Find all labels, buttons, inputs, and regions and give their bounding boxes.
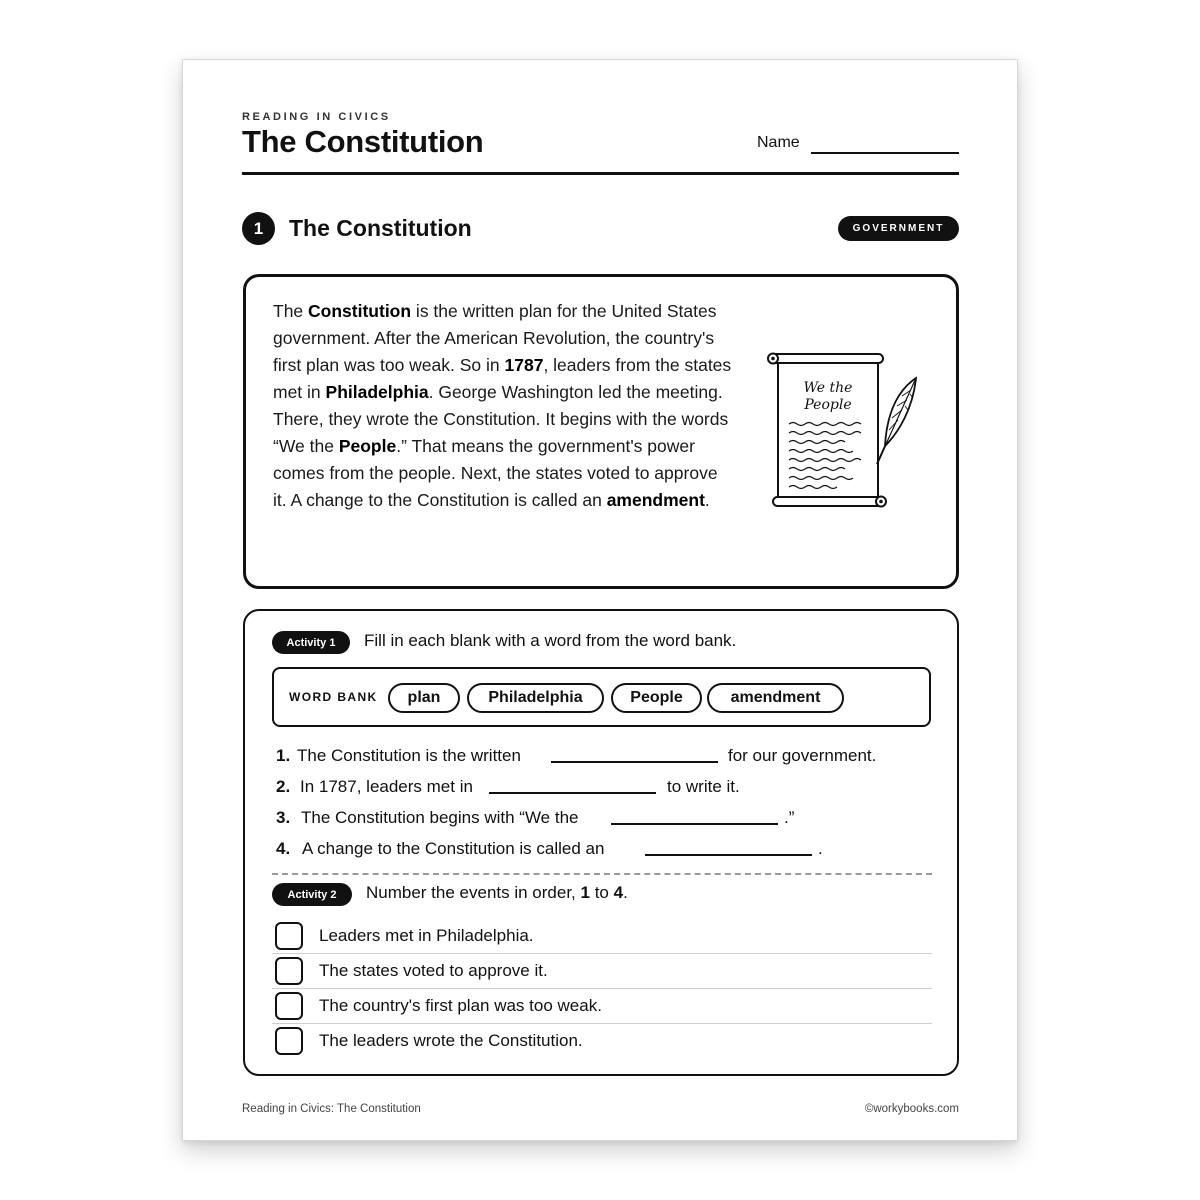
footer-credit: ©workybooks.com <box>864 1103 959 1115</box>
answer-blank-2[interactable] <box>489 792 656 794</box>
page-title: The Constitution <box>242 124 484 159</box>
question-text: In 1787, leaders met in <box>300 777 473 796</box>
activity-box <box>243 609 959 1076</box>
event-row <box>272 1024 932 1059</box>
keyword: People <box>338 436 397 456</box>
answer-blank-3[interactable] <box>611 823 778 825</box>
question-number: 2. <box>276 777 291 796</box>
worksheet-page <box>182 59 1018 1141</box>
event-text: The leaders wrote the Constitution. <box>319 1031 583 1050</box>
passage-text: .” That means the government's power comes from the people. Next, the states voted to approve it. A change to the Constitution is called an <box>273 436 718 510</box>
activity-divider <box>272 873 932 875</box>
keyword: Philadelphia <box>325 382 429 402</box>
scroll-heading-line2: People <box>804 397 852 413</box>
question-text-after: . <box>818 839 823 858</box>
word-chip-philadelphia[interactable]: Philadelphia <box>467 683 604 713</box>
word-bank-label: WORD BANK <box>289 690 378 704</box>
question-1 <box>276 744 936 768</box>
word-chip-plan[interactable]: plan <box>388 683 460 713</box>
header-divider <box>242 172 959 175</box>
activity2-badge: Activity 2 <box>272 883 352 906</box>
instruction-number-end: 4 <box>613 883 624 902</box>
keyword: amendment <box>606 490 705 510</box>
instruction-number-start: 1 <box>580 883 590 902</box>
question-text: The Constitution is the written <box>297 746 521 765</box>
footer-title: Reading in Civics: The Constitution <box>242 1103 421 1115</box>
passage-text: is the written plan for the United States government. After the American Revolution, the country's first plan was too weak. So in <box>273 301 717 375</box>
section-title: The Constitution <box>289 215 472 241</box>
question-number: 3. <box>276 808 291 827</box>
question-text: A change to the Constitution is called an <box>302 839 605 858</box>
answer-blank-1[interactable] <box>551 761 718 763</box>
activity2-instruction <box>366 883 628 903</box>
activity1-badge: Activity 1 <box>272 631 350 654</box>
event-text: Leaders met in Philadelphia. <box>319 926 534 945</box>
name-label: Name <box>757 134 800 151</box>
question-text-after: .” <box>784 808 795 827</box>
passage-text: The <box>273 301 309 321</box>
passage-text: . George Washington led the meeting. There, they wrote the Constitution. It begins with the words “We the <box>273 382 729 456</box>
activity1-instruction: Fill in each blank with a word from the word bank. <box>364 631 737 650</box>
question-2 <box>276 775 936 799</box>
scroll-heading-line1: We the <box>803 380 853 396</box>
event-row <box>272 919 932 954</box>
event-text: The states voted to approve it. <box>319 961 548 980</box>
instruction-text: to <box>589 883 614 902</box>
passage-text: , leaders from the states met in <box>273 355 732 402</box>
order-box-2[interactable] <box>275 957 303 985</box>
question-4 <box>276 837 936 861</box>
word-bank <box>272 667 931 727</box>
order-box-1[interactable] <box>275 922 303 950</box>
question-number: 4. <box>276 839 291 858</box>
keyword: 1787 <box>504 355 544 375</box>
question-text: The Constitution begins with “We the <box>301 808 579 827</box>
question-text-after: for our government. <box>728 746 877 765</box>
keyword: Constitution <box>308 301 412 321</box>
question-text-after: to write it. <box>667 777 740 796</box>
passage-text: . <box>704 490 710 510</box>
event-row <box>272 954 932 989</box>
instruction-text: Number the events in order, <box>366 883 581 902</box>
word-chip-people[interactable]: People <box>611 683 702 713</box>
instruction-text: . <box>623 883 628 902</box>
reading-passage <box>273 298 733 514</box>
scroll-quill-icon <box>761 346 931 516</box>
order-box-4[interactable] <box>275 1027 303 1055</box>
answer-blank-4[interactable] <box>645 854 812 856</box>
order-box-3[interactable] <box>275 992 303 1020</box>
series-kicker: READING IN CIVICS <box>242 111 391 123</box>
question-number: 1. <box>276 746 291 765</box>
event-text: The country's first plan was too weak. <box>319 996 602 1015</box>
subject-badge: GOVERNMENT <box>838 216 959 241</box>
question-3 <box>276 806 936 830</box>
name-field[interactable] <box>811 152 959 154</box>
word-chip-amendment[interactable]: amendment <box>707 683 844 713</box>
section-number: 1 <box>242 212 275 245</box>
reading-passage-box <box>243 274 959 589</box>
event-row <box>272 989 932 1024</box>
